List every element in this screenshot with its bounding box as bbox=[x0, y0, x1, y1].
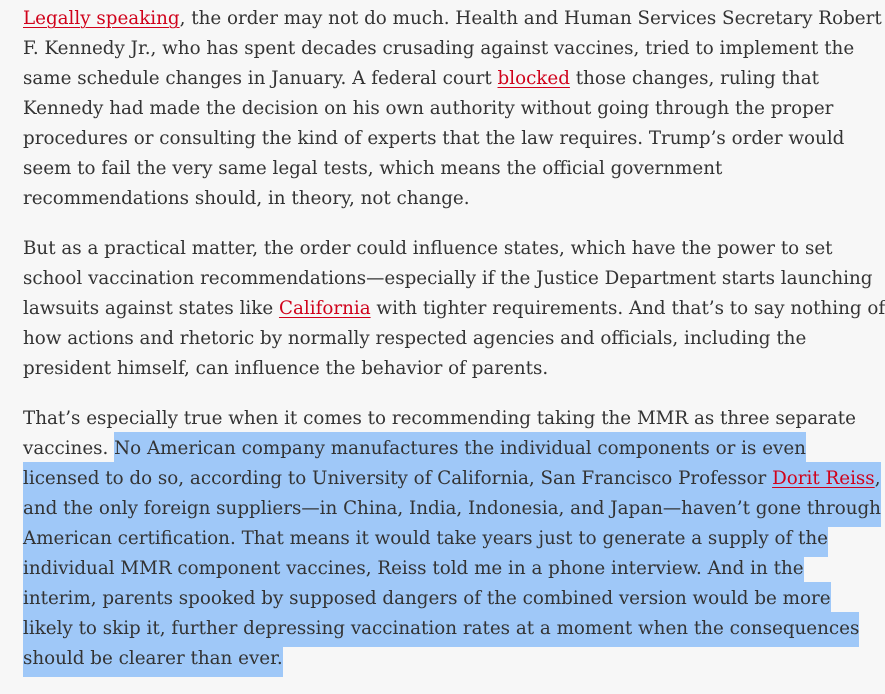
text-run: That’s especially true when it comes to recommending taking the MMR as three separate bbox=[23, 408, 856, 429]
text-line bbox=[23, 404, 856, 434]
text-line bbox=[23, 554, 823, 584]
text-run: likely to skip it, further depressing vaccination rates at a moment when the consequences bbox=[23, 618, 860, 639]
inline-link[interactable]: Legally speaking bbox=[23, 8, 180, 29]
text-line bbox=[23, 64, 823, 94]
inline-link[interactable]: California bbox=[278, 298, 371, 319]
text-run: vaccines. bbox=[23, 438, 115, 459]
text-run: seem to fail the very same legal tests, which means the official government bbox=[23, 158, 723, 179]
text-line bbox=[23, 464, 881, 494]
text-selection-highlight bbox=[23, 642, 283, 677]
text-line bbox=[23, 4, 882, 34]
text-line bbox=[23, 184, 823, 214]
text-line bbox=[23, 94, 834, 124]
text-run: F. Kennedy Jr., who has spent decades crusading against vaccines, tried to implement the bbox=[23, 38, 855, 59]
text-line bbox=[23, 494, 881, 524]
text-run: licensed to do so, according to University of California, San Francisco Professor bbox=[23, 468, 773, 489]
text-run: But as a practical matter, the order could influence states, which have the power to set bbox=[23, 238, 833, 259]
article-paragraph bbox=[23, 4, 882, 214]
article-paragraph bbox=[23, 404, 881, 674]
article-paragraph bbox=[23, 234, 885, 384]
text-run: , the order may not do much. Health and Human Services Secretary Robert bbox=[179, 8, 882, 29]
text-line bbox=[23, 614, 860, 644]
text-run: president himself, can influence the behavior of parents. bbox=[23, 358, 549, 379]
text-line bbox=[23, 524, 828, 554]
text-line bbox=[23, 264, 873, 294]
text-line bbox=[23, 434, 823, 464]
text-line bbox=[23, 124, 845, 154]
inline-link[interactable]: Dorit Reiss bbox=[772, 468, 875, 489]
text-run: school vaccination recommendations—especially if the Justice Department starts launching bbox=[23, 268, 873, 289]
text-run: with tighter requirements. And that’s to say nothing of bbox=[370, 298, 885, 319]
text-line bbox=[23, 354, 823, 384]
text-line bbox=[23, 584, 831, 614]
article-body bbox=[23, 4, 885, 694]
text-run: procedures or consulting the kind of experts that the law requires. Trump’s order would bbox=[23, 128, 845, 149]
text-line bbox=[23, 324, 823, 354]
text-run: individual MMR component vaccines, Reiss told me in a phone interview. And in the bbox=[23, 558, 804, 579]
text-line bbox=[23, 644, 823, 674]
text-run: No American company manufactures the individual components or is even bbox=[114, 438, 806, 459]
text-run: same schedule changes in January. A federal court bbox=[23, 68, 498, 89]
inline-link[interactable]: blocked bbox=[497, 68, 570, 89]
text-run: , bbox=[874, 468, 881, 489]
text-line bbox=[23, 154, 823, 184]
text-run: Kennedy had made the decision on his own authority without going through the proper bbox=[23, 98, 834, 119]
text-run: recommendations should, in theory, not change. bbox=[23, 188, 470, 209]
text-run: lawsuits against states like bbox=[23, 298, 279, 319]
text-line bbox=[23, 34, 855, 64]
text-run: should be clearer than ever. bbox=[23, 648, 283, 669]
text-run: those changes, ruling that bbox=[569, 68, 819, 89]
text-run: American certification. That means it would take years just to generate a supply of the bbox=[23, 528, 828, 549]
text-run: how actions and rhetoric by normally respected agencies and officials, including the bbox=[23, 328, 807, 349]
text-run: interim, parents spooked by supposed dangers of the combined version would be more bbox=[23, 588, 831, 609]
text-line bbox=[23, 234, 833, 264]
text-line bbox=[23, 294, 885, 324]
text-run: and the only foreign suppliers—in China, India, Indonesia, and Japan—haven’t gone through bbox=[23, 498, 881, 519]
